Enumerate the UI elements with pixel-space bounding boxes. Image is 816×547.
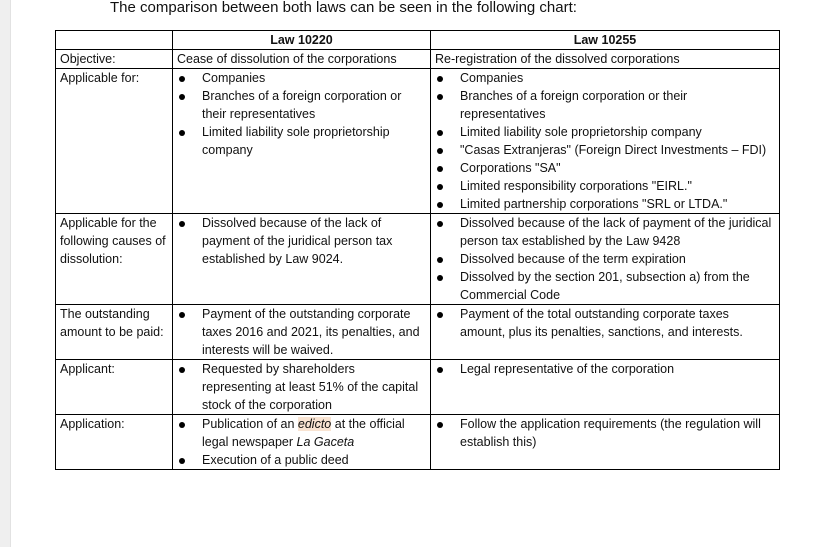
list-item: Dissolved because of the lack of payment of the juridical person tax established by the Law 9428 — [457, 214, 775, 250]
list-item: Limited partnership corporations "SRL or LTDA." — [457, 195, 775, 213]
list-item: "Casas Extranjeras" (Foreign Direct Investments – FDI) — [457, 141, 775, 159]
list-item: Dissolved by the section 201, subsection a) from the Commercial Code — [457, 268, 775, 304]
row-label-objective: Objective: — [56, 50, 173, 69]
application-law-10255 — [431, 415, 780, 470]
edicto-highlight: edicto — [297, 417, 332, 431]
application-text-prefix: Publication of an — [202, 417, 298, 431]
comparison-table — [55, 30, 780, 470]
row-label-causes: Applicable for the following causes of dissolution: — [56, 214, 173, 305]
applicable-for-law-10220 — [173, 69, 431, 214]
header-corner-cell — [56, 31, 173, 50]
list-item — [199, 415, 426, 451]
bullet-list — [177, 214, 426, 268]
list-item: Corporations "SA" — [457, 159, 775, 177]
list-item: Companies — [199, 69, 426, 87]
application-law-10220 — [173, 415, 431, 470]
table-row-outstanding — [56, 305, 780, 360]
left-margin-strip — [0, 0, 11, 547]
table-row-causes — [56, 214, 780, 305]
bullet-list — [435, 305, 775, 341]
list-item: Dissolved because of the term expiration — [457, 250, 775, 268]
list-item: Requested by shareholders representing at least 51% of the capital stock of the corporation — [199, 360, 426, 414]
bullet-list — [435, 69, 775, 213]
newspaper-name: La Gaceta — [296, 435, 355, 449]
row-label-application: Application: — [56, 415, 173, 470]
objective-law-10255: Re-registration of the dissolved corporations — [431, 50, 780, 69]
table-header-row — [56, 31, 780, 50]
causes-law-10220 — [173, 214, 431, 305]
bullet-list — [177, 69, 426, 159]
list-item: Legal representative of the corporation — [457, 360, 775, 378]
outstanding-law-10220 — [173, 305, 431, 360]
list-item: Limited liability sole proprietorship company — [457, 123, 775, 141]
row-label-outstanding: The outstanding amount to be paid: — [56, 305, 173, 360]
list-item: Payment of the total outstanding corporate taxes amount, plus its penalties, sanctions, and interests. — [457, 305, 775, 341]
table-row-applicant — [56, 360, 780, 415]
table-row-objective — [56, 50, 780, 69]
list-item: Limited liability sole proprietorship company — [199, 123, 426, 159]
applicant-law-10220 — [173, 360, 431, 415]
bullet-list — [177, 360, 426, 414]
bullet-list — [435, 415, 775, 451]
list-item: Limited responsibility corporations "EIRL." — [457, 177, 775, 195]
application-text-mid: at the official legal newspaper — [202, 417, 405, 449]
list-item: Branches of a foreign corporation or their representatives — [199, 87, 426, 123]
list-item: Branches of a foreign corporation or their representatives — [457, 87, 775, 123]
bullet-list — [177, 415, 426, 469]
outstanding-law-10255 — [431, 305, 780, 360]
row-label-applicant: Applicant: — [56, 360, 173, 415]
header-law-10255: Law 10255 — [431, 31, 780, 50]
bullet-list — [435, 214, 775, 304]
list-item: Companies — [457, 69, 775, 87]
list-item: Follow the application requirements (the regulation will establish this) — [457, 415, 775, 451]
intro-text: The comparison between both laws can be seen in the following chart: — [110, 0, 577, 16]
causes-law-10255 — [431, 214, 780, 305]
row-label-applicable-for: Applicable for: — [56, 69, 173, 214]
objective-law-10220: Cease of dissolution of the corporations — [173, 50, 431, 69]
applicable-for-law-10255 — [431, 69, 780, 214]
header-law-10220: Law 10220 — [173, 31, 431, 50]
table-row-application — [56, 415, 780, 470]
bullet-list — [177, 305, 426, 359]
list-item: Payment of the outstanding corporate taxes 2016 and 2021, its penalties, and interests will be waived. — [199, 305, 426, 359]
table-row-applicable-for — [56, 69, 780, 214]
applicant-law-10255 — [431, 360, 780, 415]
bullet-list — [435, 360, 775, 378]
list-item: Execution of a public deed — [199, 451, 426, 469]
list-item: Dissolved because of the lack of payment of the juridical person tax established by Law 9024. — [199, 214, 426, 268]
